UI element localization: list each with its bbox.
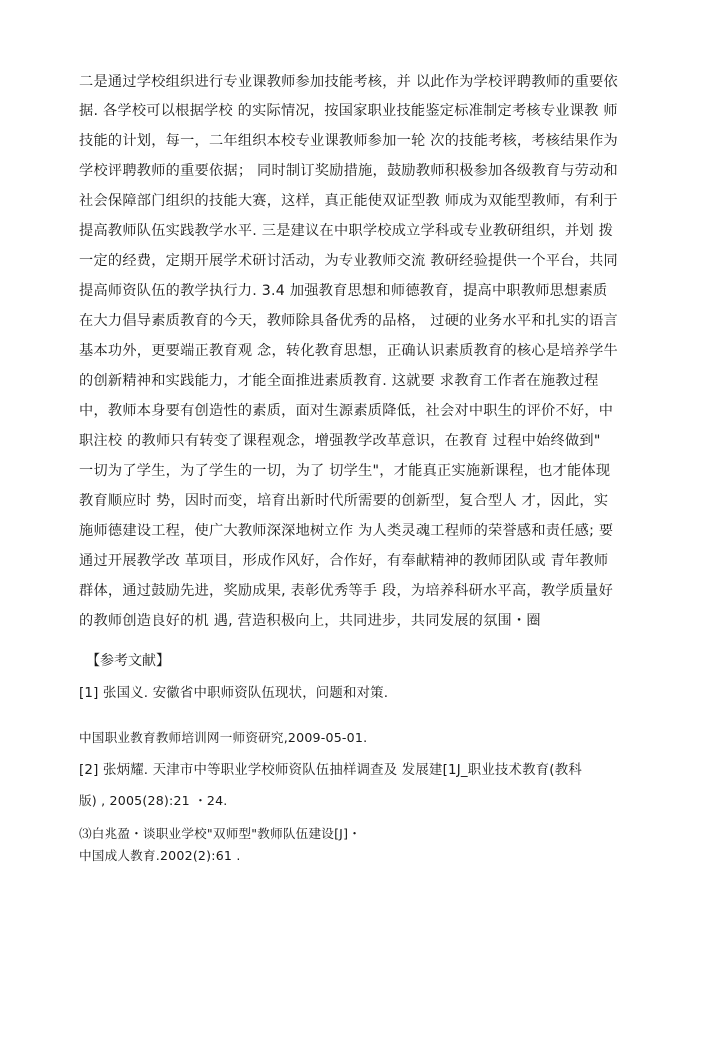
- body-line-19: 的教师创造良好的机 遇, 营造积极向上，共同进步，共同发展的氛围・圈: [79, 613, 541, 629]
- reference-1-line-2: 中国职业教育教师培训网一师资研究,2009-05-01.: [79, 730, 368, 745]
- body-line-6: 提高教师队伍实践教学水平. 三是建议在中职学校成立学科或专业教研组织，并划 拨: [79, 223, 614, 239]
- body-line-2: 据. 各学校可以根据学校 的实际情况，按国家职业技能鉴定标准制定考核专业课教 师: [79, 103, 618, 119]
- body-line-18: 群体，通过鼓励先进，奖励成果, 表彰优秀等手 段，为培养科研水平高，教学质量好: [79, 583, 614, 599]
- body-line-15: 教育顺应时 势，因时而变，培育出新时代所需要的创新型，复合型人 才，因此，实: [79, 493, 609, 509]
- reference-3-line-2: 中国成人教育.2002(2):61 .: [79, 848, 241, 863]
- body-line-16: 施师德建设工程，使广大教师深深地树立作 为人类灵魂工程师的荣誉感和责任感; 要: [79, 523, 614, 539]
- body-line-3: 技能的计划，每一，二年组织本校专业课教师参加一轮 次的技能考核，考核结果作为: [79, 133, 618, 149]
- body-line-13: 职注校 的教师只有转变了课程观念，增强教学改革意识，在教育 过程中始终做到": [79, 433, 601, 449]
- body-line-5: 社会保障部门组织的技能大赛，这样，真正能使双证型教 师成为双能型教师，有利于: [79, 193, 618, 209]
- body-line-11: 的创新精神和实践能力，才能全面推进素质教育. 这就要 求教育工作者在施教过程: [79, 373, 599, 389]
- body-line-12: 中，教师本身要有创造性的素质，面对生源素质降低，社会对中职生的评价不好，中: [79, 403, 614, 419]
- references-heading: 【参考文献】: [86, 653, 170, 669]
- body-line-8: 提高师资队伍的教学执行力. 3.4 加强教育思想和师德教育，提高中职教师思想素质: [79, 283, 608, 299]
- reference-3-line-1: ⑶白兆盈・谈职业学校"双师型"教师队伍建设[J]・: [79, 826, 362, 841]
- body-line-10: 基本功外，更要端正教育观 念，转化教育思想，正确认识素质教育的核心是培养学牛: [79, 343, 618, 359]
- body-line-4: 学校评聘教师的重要依据； 同时制订奖励措施，鼓励教师积极参加各级教育与劳动和: [79, 163, 618, 179]
- body-line-17: 通过开展教学改 革项目，形成作风好，合作好，有奉献精神的教师团队或 青年教师: [79, 553, 609, 569]
- reference-2-line-1: [2] 张炳耀. 天津市中等职业学校师资队伍抽样调查及 发展建[1J_职业技术教育(教科: [79, 763, 582, 778]
- body-line-7: 一定的经费，定期开展学术研讨活动，为专业教师交流 教研经验提供一个平台，共同: [79, 253, 618, 269]
- reference-2-line-2: 版) , 2005(28):21 ・24.: [79, 793, 228, 808]
- reference-1-line-1: [1] 张国义. 安徽省中职师资队伍现状，问题和对策.: [79, 686, 389, 701]
- body-line-9: 在大力倡导素质教育的今天，教师除具备优秀的品格， 过硬的业务水平和扎实的语言: [79, 313, 618, 329]
- body-line-1: 二是通过学校组织进行专业课教师参加技能考核，并 以此作为学校评聘教师的重要依: [79, 74, 618, 90]
- body-line-14: 一切为了学生，为了学生的一切，为了 切学生"，才能真正实施新课程，也才能体现: [79, 463, 611, 479]
